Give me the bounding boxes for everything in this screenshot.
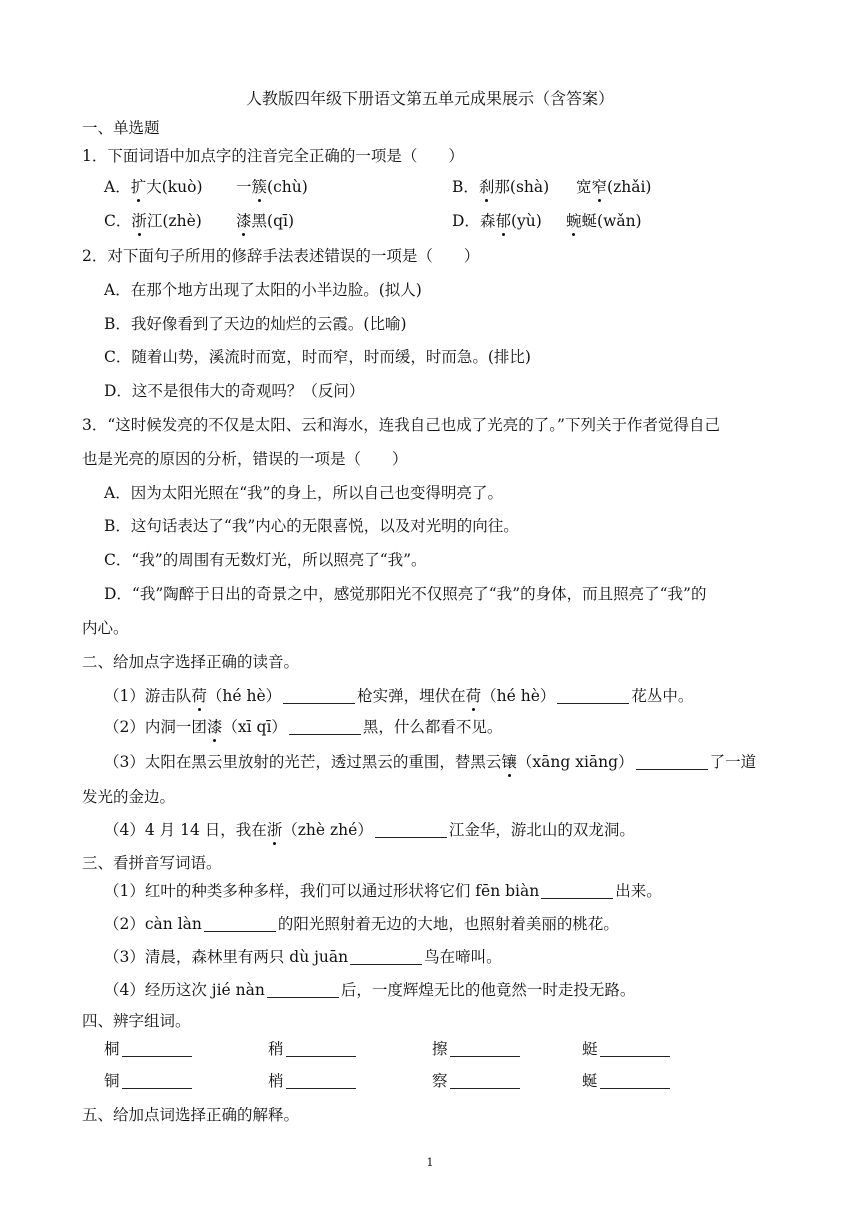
word-group-item: 梢 <box>268 1070 358 1092</box>
option-d: D．森郁(yù) <box>452 212 542 230</box>
answer-blank[interactable] <box>600 1040 670 1057</box>
option-b: B．我好像看到了天边的灿烂的云霞。(比喻) <box>104 315 407 333</box>
option-d: D．“我”陶醉于日出的奇景之中，感觉那阳光不仅照亮了“我”的身体，而且照亮了“我”的 <box>104 585 707 603</box>
section-heading: 三、看拼音写词语。 <box>82 854 222 872</box>
dotted-char: 蜿 <box>566 212 582 230</box>
section-heading: 一、单选题 <box>82 119 160 137</box>
word-group-item: 蜓 <box>582 1038 672 1060</box>
answer-blank[interactable] <box>350 948 422 965</box>
option-b: B．这句话表达了“我”内心的无限喜悦，以及对光明的向往。 <box>104 517 519 535</box>
exercise-item: （2）内洞一团漆（xī qī） 黑，什么都看不见。 <box>104 718 503 736</box>
option-c: C．浙江(zhè) <box>104 212 202 230</box>
dotted-char: 荷 <box>465 687 482 705</box>
exercise-item: （1）游击队荷（hé hè） 枪实弹，埋伏在荷（hé hè） 花丛中。 <box>104 687 694 705</box>
answer-blank[interactable] <box>286 1040 356 1057</box>
exercise-item: （2）càn làn 的阳光照射着无边的大地，也照射着美丽的桃花。 <box>104 915 619 933</box>
option-c-word2: 漆黑(qī) <box>236 212 294 230</box>
answer-blank[interactable] <box>375 821 447 838</box>
option-b: B．刹那(shà) <box>452 178 550 196</box>
word-group-item: 铜 <box>104 1070 194 1092</box>
option-a-word2: 一簇(chù) <box>236 178 308 196</box>
word-group-item: 桐 <box>104 1038 194 1060</box>
exercise-item-cont: 发光的金边。 <box>82 788 176 806</box>
dotted-char: 簇 <box>251 178 268 196</box>
dotted-char: 漆 <box>206 718 223 736</box>
question-stem: 1．下面词语中加点字的注音完全正确的一项是（ ） <box>82 147 464 165</box>
answer-blank[interactable] <box>541 882 613 899</box>
answer-blank[interactable] <box>450 1040 520 1057</box>
question-stem: 3．“这时候发亮的不仅是太阳、云和海水，连我自己也成了光亮的了。”下列关于作者觉得自己 <box>82 416 720 434</box>
document-title: 人教版四年级下册语文第五单元成果展示（含答案） <box>245 89 614 108</box>
word-group-item: 稍 <box>268 1038 358 1060</box>
dotted-char: 刹 <box>478 178 495 196</box>
option-b-word2: 宽窄(zhǎi) <box>576 178 652 196</box>
answer-blank[interactable] <box>600 1072 670 1089</box>
option-a: A．因为太阳光照在“我”的身上，所以自己也变得明亮了。 <box>104 484 504 502</box>
answer-blank[interactable] <box>636 753 708 770</box>
answer-blank[interactable] <box>204 915 276 932</box>
page-number: 1 <box>426 1156 434 1169</box>
dotted-char: 浙 <box>266 821 283 839</box>
section-heading: 五、给加点词选择正确的解释。 <box>82 1106 300 1124</box>
answer-blank[interactable] <box>450 1072 520 1089</box>
question-stem-cont: 也是光亮的原因的分析，错误的一项是（ ） <box>82 450 408 468</box>
dotted-char: 漆 <box>236 212 252 230</box>
option-d-cont: 内心。 <box>82 619 129 637</box>
word-group-item: 蜒 <box>582 1070 672 1092</box>
option-c: C．“我”的周围有无数灯光，所以照亮了“我”。 <box>104 551 427 569</box>
section-heading: 四、辨字组词。 <box>82 1012 191 1030</box>
option-a: A．在那个地方出现了太阳的小半边脸。(拟人) <box>104 281 422 299</box>
word-group-item: 察 <box>432 1070 522 1092</box>
section-heading: 二、给加点字选择正确的读音。 <box>82 653 300 671</box>
exercise-item: （3）太阳在黑云里放射的光芒，透过黑云的重围，替黑云镶（xāng xiāng） 了一道 <box>104 753 757 771</box>
option-d: D．这不是很伟大的奇观吗？（反问） <box>104 382 365 400</box>
dotted-char: 窄 <box>591 178 608 196</box>
dotted-char: 浙 <box>131 212 147 230</box>
answer-blank[interactable] <box>283 687 355 704</box>
exercise-item: （1）红叶的种类多种多样，我们可以通过形状将它们 fēn biàn 出来。 <box>104 882 662 900</box>
dotted-char: 郁 <box>495 212 511 230</box>
option-a: A．扩大(kuò) <box>104 178 203 196</box>
answer-blank[interactable] <box>122 1040 192 1057</box>
exercise-item: （4）经历这次 jié nàn 后，一度辉煌无比的他竟然一时走投无路。 <box>104 981 636 999</box>
question-stem: 2．对下面句子所用的修辞手法表述错误的一项是（ ） <box>82 247 480 265</box>
dotted-char: 荷 <box>191 687 207 705</box>
answer-blank[interactable] <box>289 718 361 735</box>
option-c: C．随着山势，溪流时而宽，时而窄，时而缓，时而急。(排比) <box>104 348 531 366</box>
dotted-char: 扩 <box>130 178 147 196</box>
word-group-item: 擦 <box>432 1038 522 1060</box>
option-d-word2: 蜿蜒(wǎn) <box>566 212 642 230</box>
exercise-item: （3）清晨，森林里有两只 dù juān 鸟在啼叫。 <box>104 948 502 966</box>
answer-blank[interactable] <box>267 981 339 998</box>
exercise-item: （4）4 月 14 日，我在浙（zhè zhé） 江金华，游北山的双龙洞。 <box>104 821 635 839</box>
answer-blank[interactable] <box>286 1072 356 1089</box>
answer-blank[interactable] <box>122 1072 192 1089</box>
dotted-char: 镶 <box>501 753 517 771</box>
answer-blank[interactable] <box>557 687 629 704</box>
